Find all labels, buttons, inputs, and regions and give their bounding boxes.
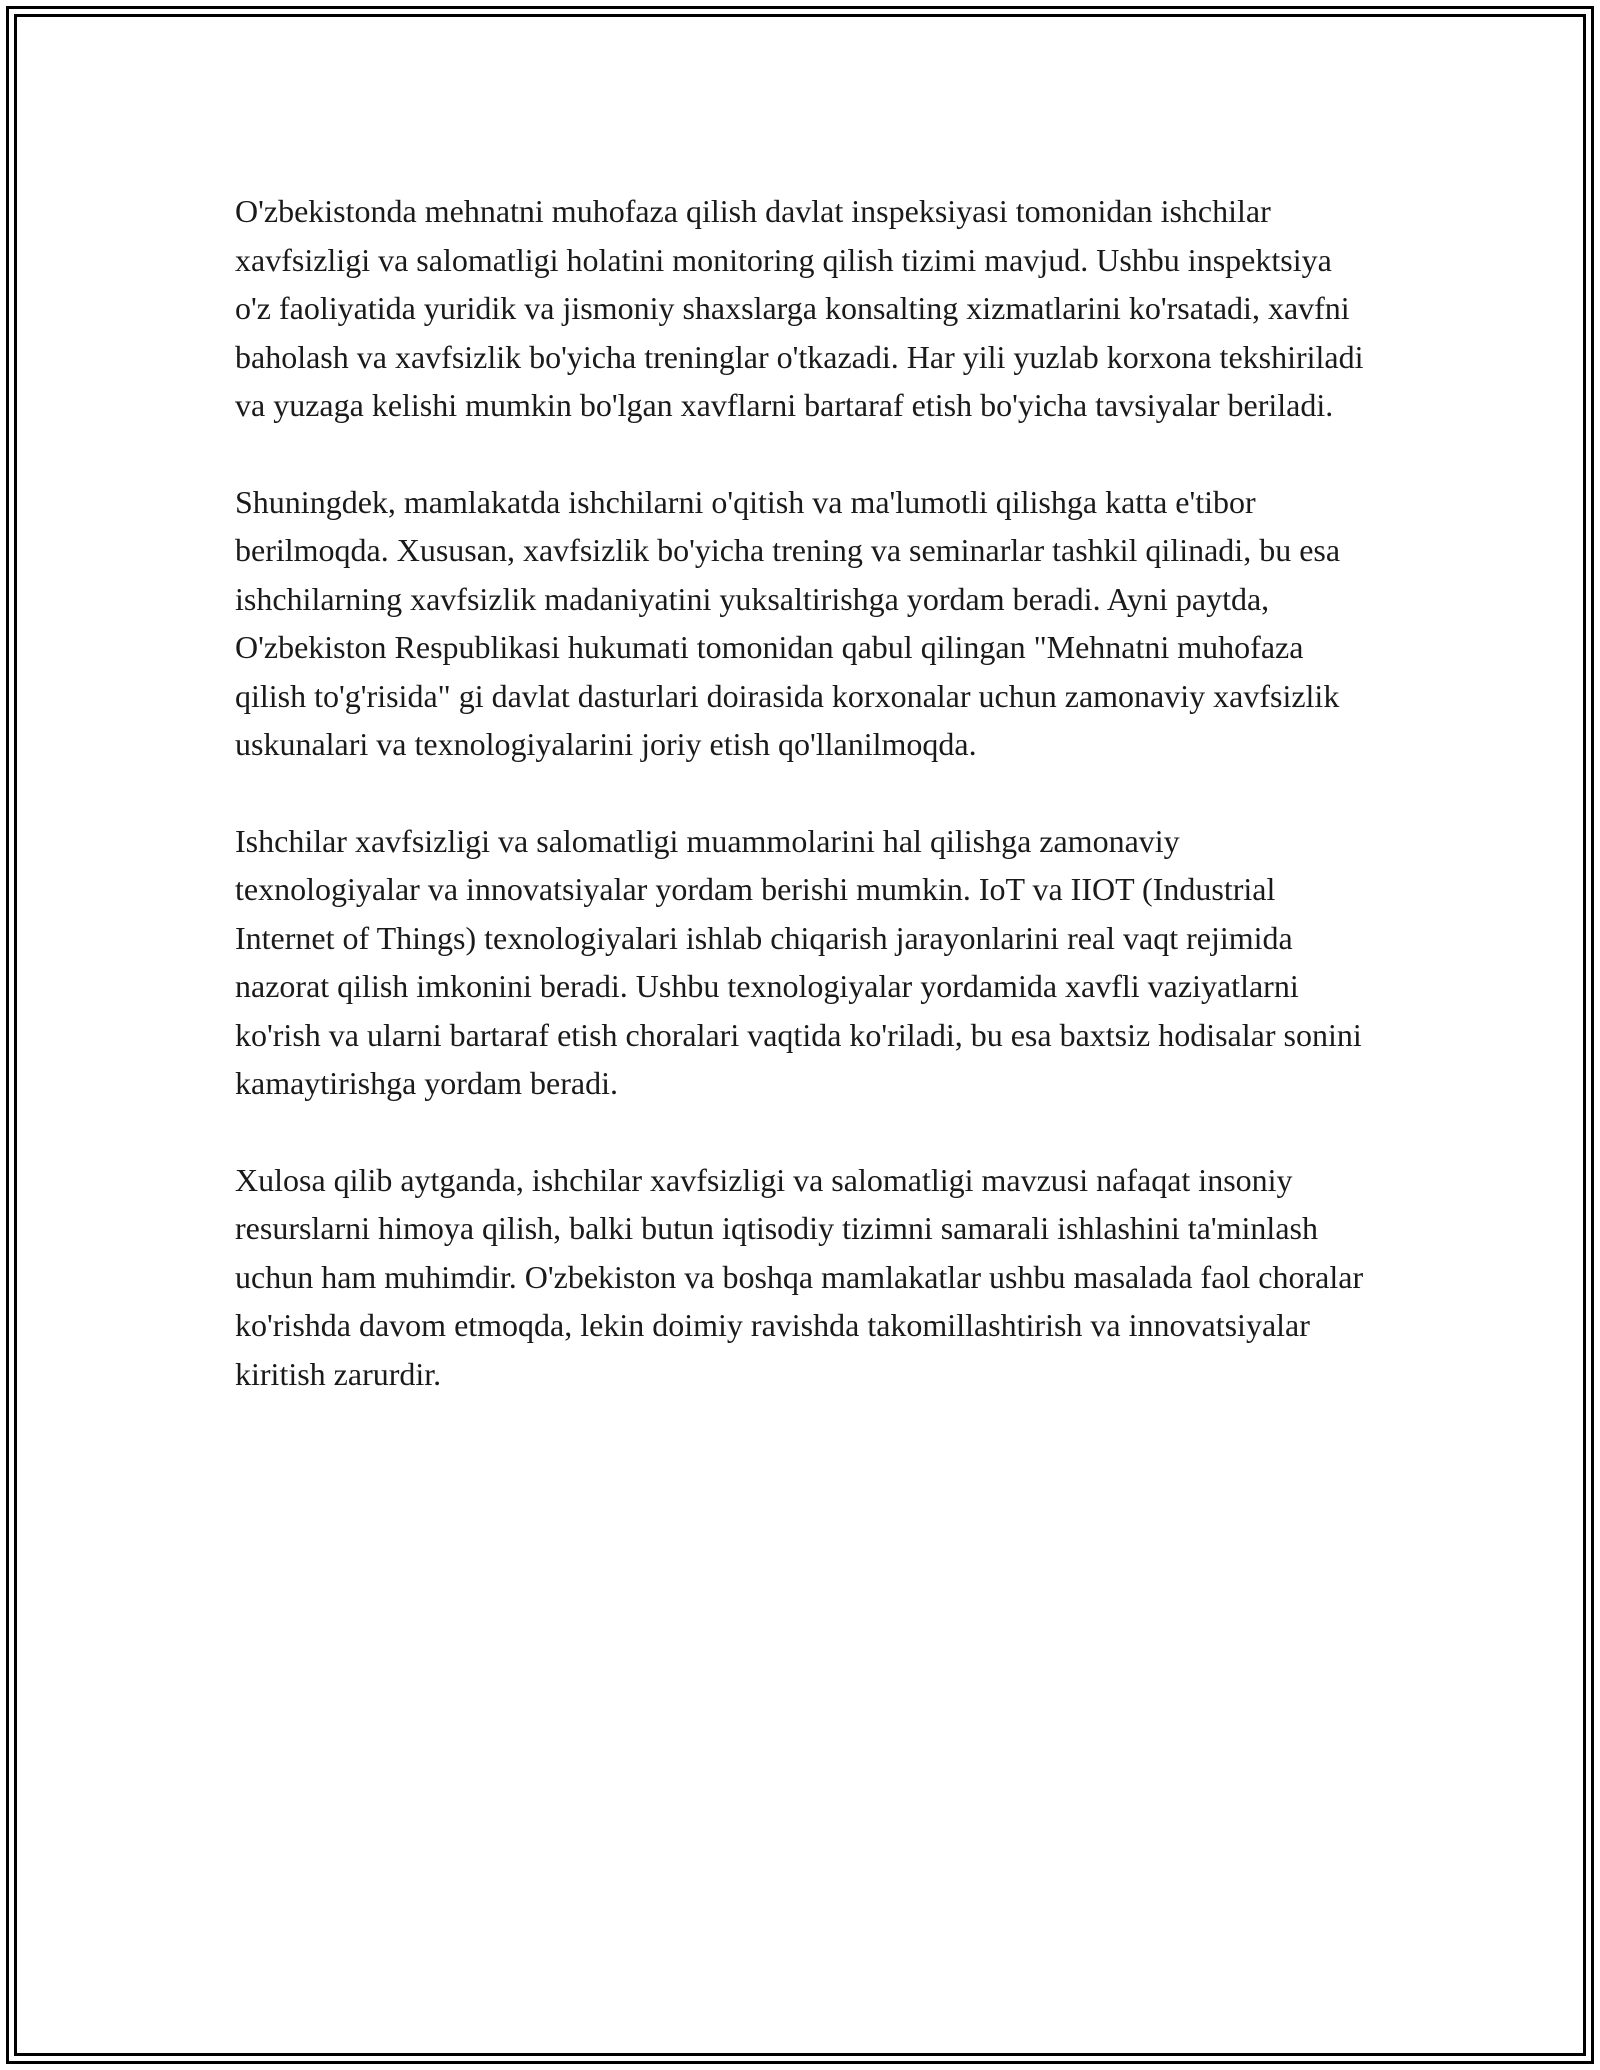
- document-body: [235, 187, 1365, 1446]
- paragraph-4: Xulosa qilib aytganda, ishchilar xavfsizligi va salomatligi mavzusi nafaqat insoniy resurslarni himoya qilish, balki butun iqtisodiy tizimni samarali ishlashini ta'minlash uchun ham muhimdir. O'zbekiston va boshqa mamlakatlar ushbu masalada faol choralar ko'rishda davom etmoqda, lekin doimiy ravishda takomillashtirish va innovatsiyalar kiritish zarurdir.: [235, 1161, 1364, 1392]
- paragraph-2: Shuningdek, mamlakatda ishchilarni o'qitish va ma'lumotli qilishga katta e'tibor berilmoqda. Xususan, xavfsizlik bo'yicha trening va seminarlar tashkil qilinadi, bu esa ishchilarning xavfsizlik madaniyatini yuksaltirishga yordam beradi. Ayni paytda, O'zbekiston Respublikasi hukumati tomonidan qabul qilingan "Mehnatni muhofaza qilish to'g'risida" gi davlat dasturlari doirasida korxonalar uchun zamonaviy xavfsizlik uskunalari va texnologiyalarini joriy etish qo'llanilmoqda.: [235, 483, 1341, 762]
- paragraph-1: O'zbekistonda mehnatni muhofaza qilish davlat inspeksiyasi tomonidan ishchilar xavfsizligi va salomatligi holatini monitoring qilish tizimi mavjud. Ushbu inspektsiya o'z faoliyatida yuridik va jismoniy shaxslarga konsalting xizmatlarini ko'rsatadi, xavfni baholash va xavfsizlik bo'yicha treninglar o'tkazadi. Har yili yuzlab korxona tekshiriladi va yuzaga kelishi mumkin bo'lgan xavflarni bartaraf etish bo'yicha tavsiyalar beriladi.: [235, 193, 1364, 423]
- paragraph-3: Ishchilar xavfsizligi va salomatligi muammolarini hal qilishga zamonaviy texnologiyalar va innovatsiyalar yordam berishi mumkin. IoT va IIOT (Industrial Internet of Things) texnologiyalari ishlab chiqarish jarayonlarini real vaqt rejimida nazorat qilish imkonini beradi. Ushbu texnologiyalar yordamida xavfli vaziyatlarni ko'rish va ularni bartaraf etish choralari vaqtida ko'riladi, bu esa baxtsiz hodisalar sonini kamaytirishga yordam beradi.: [235, 822, 1362, 1101]
